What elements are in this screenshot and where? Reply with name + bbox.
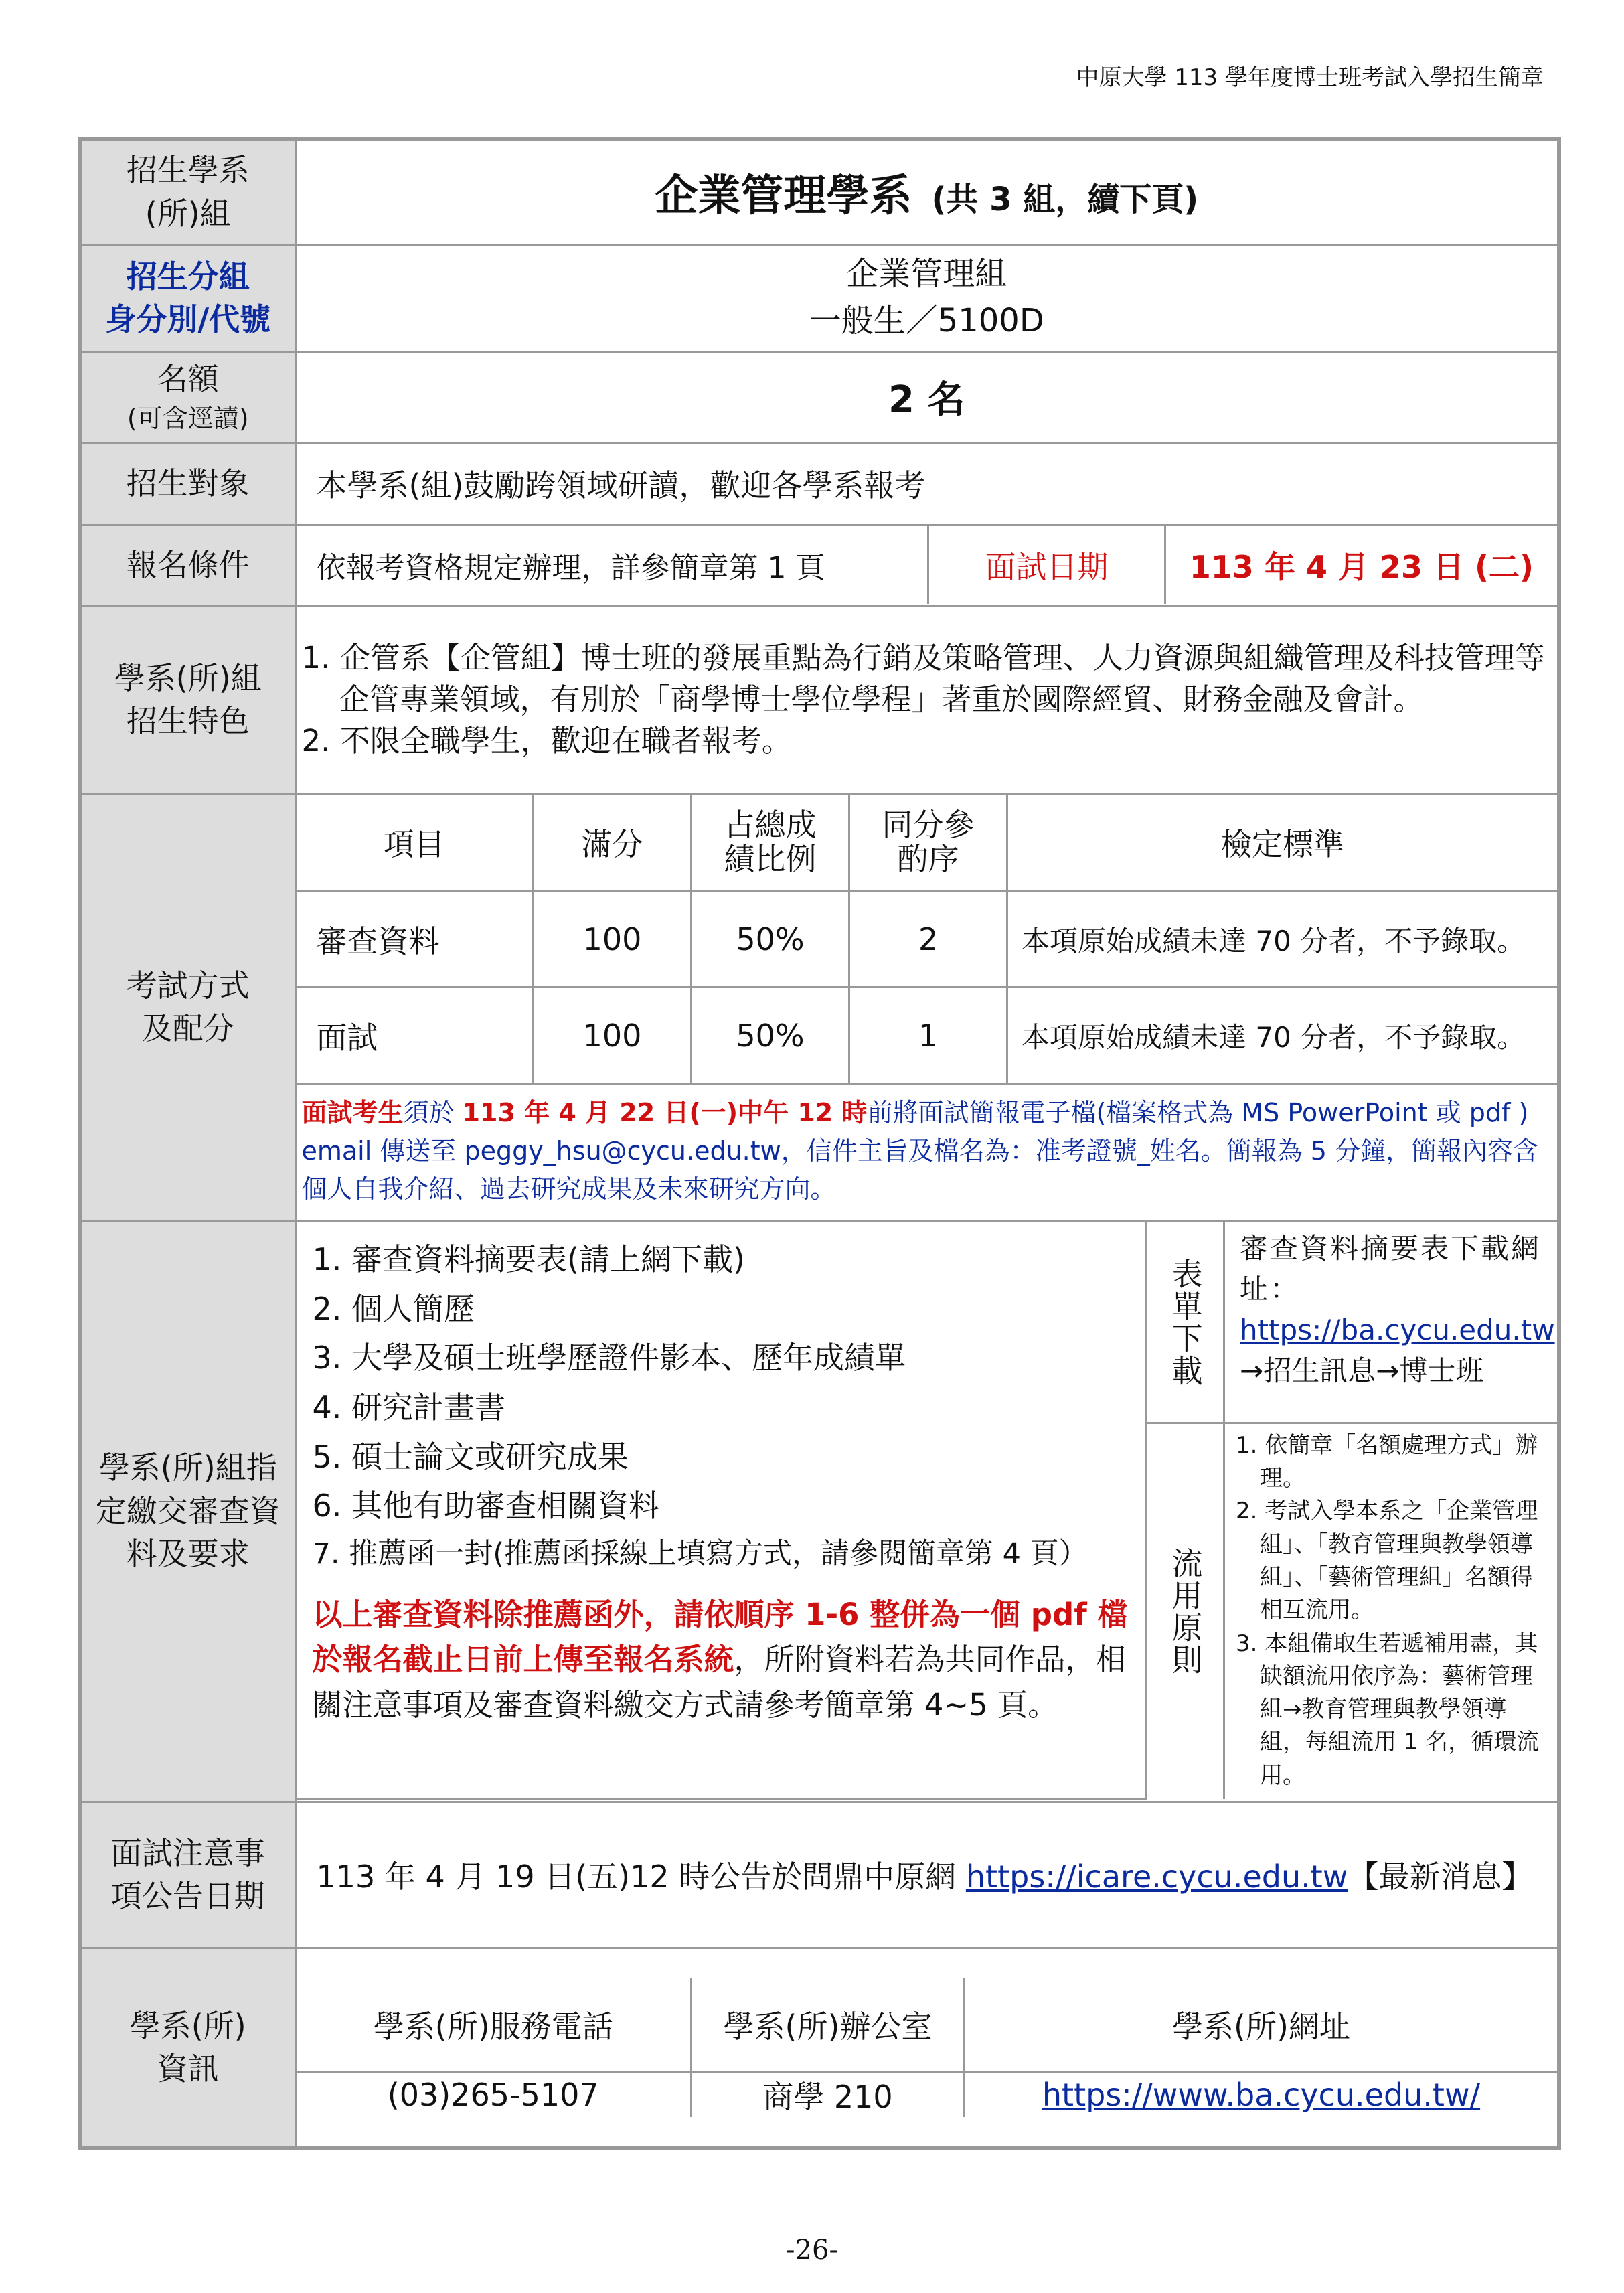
row-docs <box>80 1220 1559 1802</box>
announce-suffix: 【最新消息】 <box>1348 1859 1533 1895</box>
feature-item-2: 2. 不限全職學生，歡迎在職者報考。 <box>301 723 792 759</box>
announce-label-line1: 面試注意事 <box>110 1834 265 1871</box>
exam-header-criteria: 檢定標準 <box>1007 795 1558 891</box>
condition-label: 報名條件 <box>80 524 295 606</box>
info-website-link[interactable]: https://www.ba.cycu.edu.tw/ <box>1042 2077 1481 2113</box>
dept-label-line1: 招生學系 <box>126 152 250 189</box>
info-header-phone: 學系(所)服務電話 <box>297 1978 692 2072</box>
row-target <box>80 443 1559 524</box>
group-name: 企業管理組 <box>846 255 1007 293</box>
flow-item-1: 1. 依簡章「名額處理方式」辦理。 <box>1236 1431 1538 1492</box>
quota-label-main: 名額 <box>157 361 219 398</box>
row-announce <box>80 1802 1559 1948</box>
features-label-line2: 招生特色 <box>126 703 250 739</box>
page-header: 中原大學 113 學年度博士班考試入學招生簡章 <box>1076 64 1544 91</box>
row-exam <box>80 793 1559 1220</box>
docs-note <box>313 1592 1135 1728</box>
dept-name: 企業管理學系 <box>655 171 912 221</box>
interview-note-text2: 前將面試簡報電子檔(檔案格式為 MS PowerPoint 或 pdf ) email 傳送至 peggy_hsu@cycu.edu.tw，信件主旨及檔名為：准考證號_姓名。簡報為 5 分鐘，簡報內容含個人自我介紹、過去研究成果及未來研究方向。 <box>301 1098 1539 1204</box>
info-header-office: 學系(所)辦公室 <box>692 1978 965 2072</box>
condition-inner <box>297 526 1558 604</box>
interview-note <box>297 1085 1558 1208</box>
exam-cell <box>295 793 1559 1220</box>
exam-cell-criteria: 本項原始成績未達 70 分者，不予錄取。 <box>1007 891 1558 987</box>
features-cell <box>295 606 1559 793</box>
group-code: 一般生／5100D <box>809 302 1044 339</box>
announce-cell <box>295 1802 1559 1948</box>
condition-value: 依報考資格規定辦理，詳參簡章第 1 頁 <box>297 526 928 604</box>
exam-label-line1: 考試方式 <box>126 967 250 1004</box>
exam-cell-tiebreak: 2 <box>849 891 1007 987</box>
condition-cell <box>295 524 1559 606</box>
info-label-line1: 學系(所) <box>129 2007 246 2044</box>
flow-cell <box>1224 1423 1558 1799</box>
info-office: 商學 210 <box>692 2072 965 2118</box>
announce-label <box>80 1802 295 1948</box>
doc-item-3: 3. 大學及碩士班學歷證件影本、歷年成績單 <box>312 1340 906 1376</box>
interview-note-deadline: 113 年 4 月 22 日(一)中午 12 時 <box>462 1098 868 1127</box>
exam-cell-ratio: 50% <box>692 891 849 987</box>
admission-table <box>78 137 1561 2150</box>
interview-note-red1: 面試考生 <box>301 1098 404 1127</box>
docs-cell <box>295 1220 1559 1802</box>
download-text: 審查資料摘要表下載網址： <box>1240 1232 1542 1306</box>
docs-label: 學系(所)組指定繳交審查資料及要求 <box>80 1220 295 1802</box>
download-label-cell <box>1147 1222 1224 1423</box>
info-phone: (03)265-5107 <box>297 2072 692 2118</box>
docs-inner <box>297 1222 1558 1800</box>
exam-table <box>297 795 1558 1085</box>
exam-cell-criteria: 本項原始成績未達 70 分者，不予錄取。 <box>1007 987 1558 1084</box>
exam-header-item: 項目 <box>297 795 534 891</box>
quota-label <box>80 351 295 443</box>
exam-cell-ratio: 50% <box>692 987 849 1084</box>
announce-text: 113 年 4 月 19 日(五)12 時公告於問鼎中原網 <box>316 1859 966 1895</box>
interview-date-label: 面試日期 <box>928 526 1165 604</box>
exam-header-row <box>297 795 1558 891</box>
exam-cell-tiebreak: 1 <box>849 987 1007 1084</box>
dept-label <box>80 139 295 244</box>
exam-cell-item: 面試 <box>297 987 534 1084</box>
flow-label-cell <box>1147 1423 1224 1799</box>
info-label <box>80 1948 295 2148</box>
exam-row-review <box>297 891 1558 987</box>
group-label-line2: 身分別/代號 <box>105 301 271 337</box>
row-group <box>80 244 1559 351</box>
doc-item-5: 5. 碩士論文或研究成果 <box>312 1438 629 1475</box>
flow-label: 流用原則 <box>1167 1547 1204 1676</box>
exam-row-interview <box>297 987 1558 1084</box>
feature-item-1: 1. 企管系【企管組】博士班的發展重點為行銷及策略管理、人力資源與組織管理及科技管理等企管專業領域，有別於「商學博士學位學程」著重於國際經貿、財務金融及會計。 <box>301 639 1545 717</box>
info-inner <box>297 1978 1558 2118</box>
info-header-website: 學系(所)網址 <box>965 1978 1558 2072</box>
row-condition <box>80 524 1559 606</box>
docs-list-cell <box>297 1222 1147 1799</box>
download-link[interactable]: https://ba.cycu.edu.tw <box>1240 1314 1555 1347</box>
doc-item-6: 6. 其他有助審查相關資料 <box>312 1488 660 1524</box>
exam-header-tiebreak: 同分參酌序 <box>849 795 1007 891</box>
exam-label-line2: 及配分 <box>141 1010 234 1046</box>
exam-cell-fullscore: 100 <box>534 987 692 1084</box>
target-label: 招生對象 <box>80 443 295 524</box>
dept-note: (共 3 組，續下頁) <box>931 180 1199 218</box>
download-label: 表單下載 <box>1167 1257 1204 1387</box>
exam-header-fullscore: 滿分 <box>534 795 692 891</box>
doc-item-4: 4. 研究計畫書 <box>312 1389 506 1426</box>
dept-label-line2: (所)組 <box>145 195 231 232</box>
exam-header-ratio: 占總成績比例 <box>692 795 849 891</box>
page-number: -26- <box>786 2235 838 2266</box>
docs-note-black: ，所附資料若為共同作品，相關注意事項及審查資料繳交方式請參考簡章第 4~5 頁。 <box>312 1642 1126 1723</box>
doc-item-7: 7. 推薦函一封(推薦函採線上填寫方式，請參閱簡章第 4 頁） <box>312 1536 1088 1571</box>
announce-label-line2: 項公告日期 <box>110 1878 265 1914</box>
group-label-line1: 招生分組 <box>126 258 250 295</box>
dept-cell <box>295 139 1559 244</box>
info-label-line2: 資訊 <box>157 2051 219 2087</box>
features-label-line1: 學系(所)組 <box>114 659 262 696</box>
doc-item-1: 1. 審查資料摘要表(請上網下載) <box>312 1241 745 1278</box>
interview-date: 113 年 4 月 23 日 (二) <box>1189 549 1534 585</box>
flow-item-2: 2. 考試入學本系之「企業管理組」、「教育管理與教學領導組」、「藝術管理組」名額得相互流用。 <box>1236 1498 1538 1624</box>
row-info <box>80 1948 1559 2148</box>
row-quota <box>80 351 1559 443</box>
row-features <box>80 606 1559 793</box>
quota-label-sub: (可含逕讀) <box>127 403 249 433</box>
download-path: →招生訊息→博士班 <box>1240 1354 1484 1387</box>
target-value: 本學系(組)鼓勵跨領域研讀，歡迎各學系報考 <box>295 443 1559 524</box>
announce-link[interactable]: https://icare.cycu.edu.tw <box>965 1859 1348 1895</box>
exam-label <box>80 793 295 1220</box>
info-cell <box>295 1948 1559 2148</box>
quota-value: 2 名 <box>295 351 1559 443</box>
flow-item-3: 3. 本組備取生若遞補用盡，其缺額流用依序為：藝術管理組→教育管理與教學領導組，每組流用 1 名，循環流用。 <box>1236 1630 1540 1789</box>
group-label <box>80 244 295 351</box>
features-label <box>80 606 295 793</box>
interview-note-text1: 須於 <box>403 1098 463 1127</box>
exam-cell-fullscore: 100 <box>534 891 692 987</box>
row-dept <box>80 139 1559 244</box>
docs-note-red: 以上審查資料除推薦函外，請依順序 1-6 整併為一個 pdf 檔於報名截止日前上傳至報名系統 <box>312 1596 1128 1678</box>
doc-item-2: 2. 個人簡歷 <box>312 1290 475 1327</box>
exam-cell-item: 審查資料 <box>297 891 534 987</box>
group-cell <box>295 244 1559 351</box>
download-cell <box>1224 1222 1558 1423</box>
